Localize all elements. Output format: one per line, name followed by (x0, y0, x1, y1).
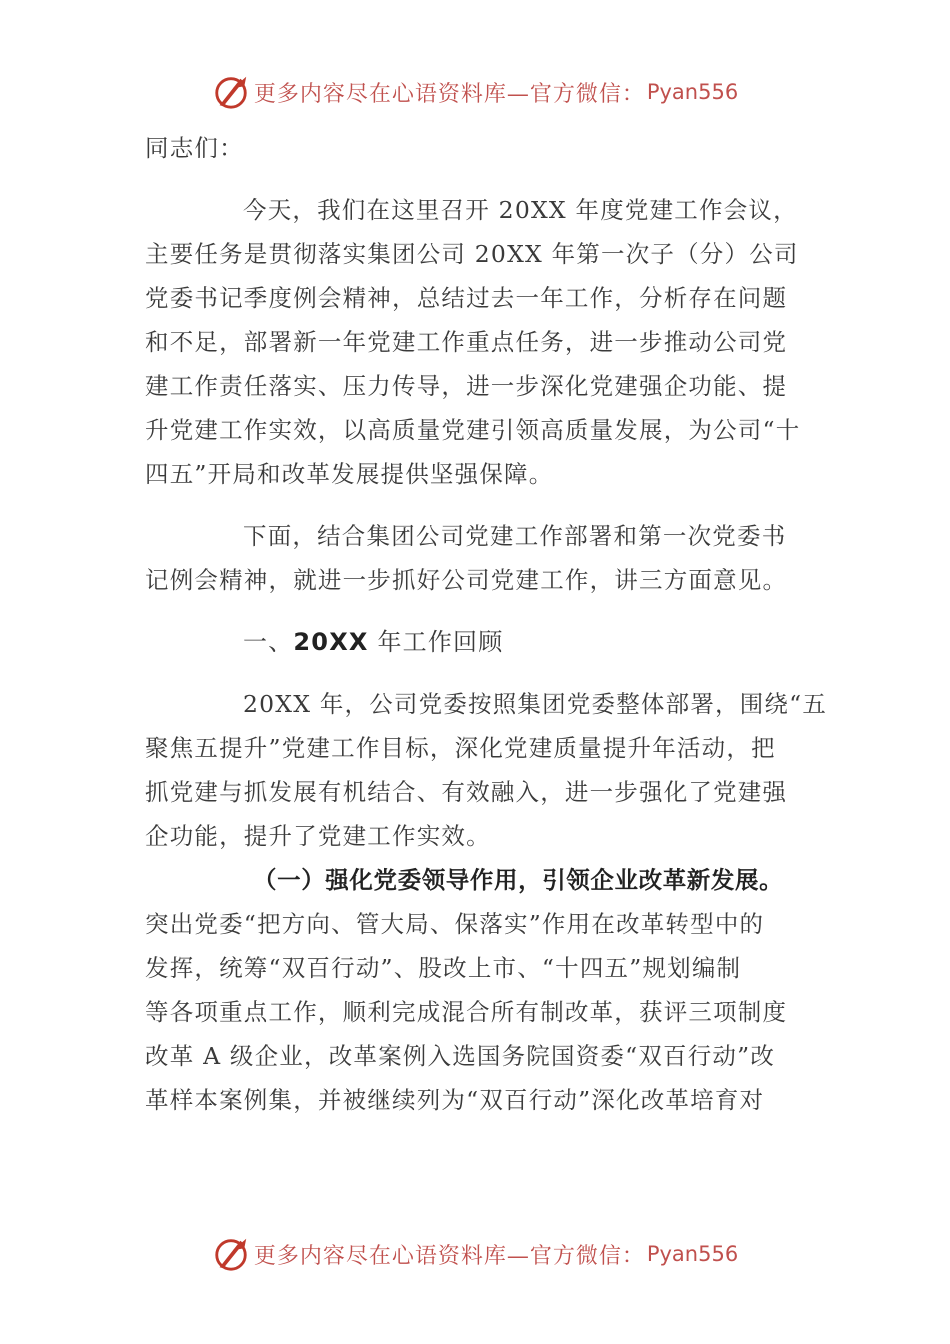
document-body (145, 126, 828, 1122)
banner-wechat-id: Pyan556 (646, 80, 739, 104)
paragraph-line: 20XX 年，公司党委按照集团党委整体部署，围绕“五 (243, 690, 828, 718)
paragraph-line: 升党建工作实效，以高质量党建引领高质量发展，为公司“十 (145, 416, 801, 444)
banner-text: 更多内容尽在心语资料库—官方微信： (253, 81, 645, 107)
paragraph-line: 党委书记季度例会精神，总结过去一年工作，分析存在问题 (145, 284, 788, 312)
paragraph-line: 革样本案例集，并被继续列为“双百行动”深化改革培育对 (145, 1086, 765, 1114)
paragraph-line: 记例会精神，就进一步抓好公司党建工作，讲三方面意见。 (145, 566, 788, 594)
header-banner (0, 72, 950, 112)
quill-logo-icon (212, 73, 250, 111)
paragraph-line: 企功能，提升了党建工作实效。 (145, 822, 491, 850)
paragraph-line: 建工作责任落实、压力传导，进一步深化党建强企功能、提 (145, 372, 788, 400)
paragraph-line: 今天，我们在这里召开 20XX 年度党建工作会议， (243, 196, 798, 224)
paragraph-line: 聚焦五提升”党建工作目标，深化党建质量提升年活动，把 (145, 734, 776, 762)
paragraph-line: 突出党委“把方向、管大局、保落实”作用在改革转型中的 (145, 910, 765, 938)
paragraph-line: 和不足，部署新一年党建工作重点任务，进一步推动公司党 (145, 328, 788, 356)
section-heading (145, 620, 810, 664)
footer-banner (0, 1234, 950, 1274)
banner-text: 更多内容尽在心语资料库—官方微信： (253, 1243, 645, 1269)
paragraph-line: 改革 A 级企业，改革案例入选国务院国资委“双百行动”改 (145, 1042, 776, 1070)
subsection-heading: （一）强化党委领导作用，引领企业改革新发展。 (253, 866, 784, 894)
section-heading-title: 年工作回顾 (368, 628, 504, 656)
section-heading-year: 20XX (293, 628, 369, 656)
paragraph-line: 等各项重点工作，顺利完成混合所有制改革，获评三项制度 (145, 998, 788, 1026)
paragraph-line: 抓党建与抓发展有机结合、有效融入，进一步强化了党建强 (145, 778, 788, 806)
paragraph-line: 四五”开局和改革发展提供坚强保障。 (145, 460, 554, 488)
paragraph-line: 主要任务是贯彻落实集团公司 20XX 年第一次子（分）公司 (145, 240, 799, 268)
salutation: 同志们： (145, 134, 244, 162)
quill-logo-icon (212, 1235, 250, 1273)
section-heading-prefix: 一、 (243, 628, 294, 656)
banner-wechat-id: Pyan556 (646, 1242, 739, 1266)
paragraph-line: 发挥，统筹“双百行动”、股改上市、“十四五”规划编制 (145, 954, 742, 982)
paragraph-line: 下面，结合集团公司党建工作部署和第一次党委书 (243, 522, 787, 550)
